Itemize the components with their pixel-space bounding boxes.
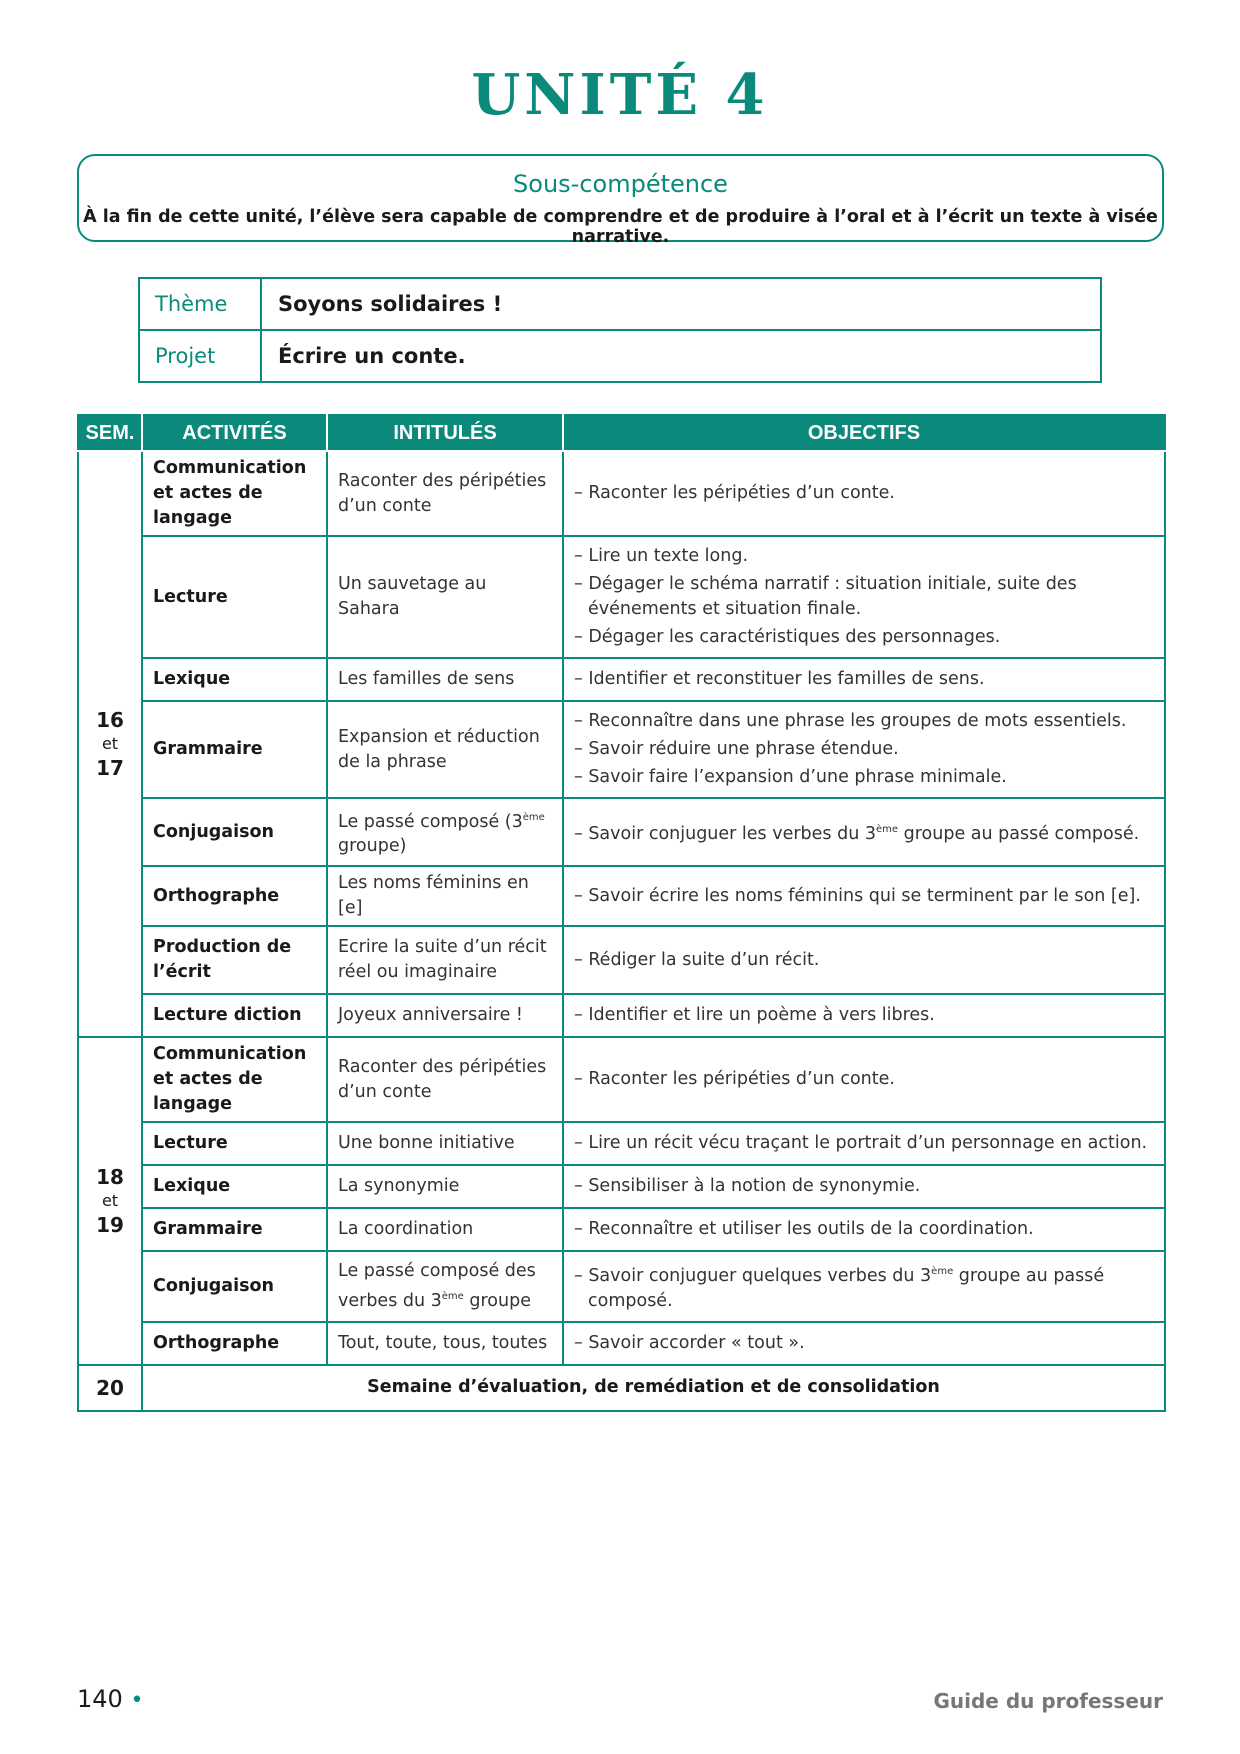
table-row: [78, 1365, 1165, 1411]
objectif-text: – Savoir conjuguer les verbes du 3: [574, 823, 877, 844]
sem-et: et: [101, 1190, 119, 1210]
superscript: ème: [876, 824, 899, 836]
objectif-text: groupe au passé composé.: [588, 1265, 1105, 1311]
sem-number: 17: [96, 756, 124, 780]
intitule-cell: Tout, toute, tous, toutes: [327, 1322, 563, 1365]
intitule-cell: La synonymie: [327, 1165, 563, 1208]
intitule-cell: Raconter des péripéties d’un conte: [327, 451, 563, 536]
theme-row: [139, 278, 1101, 330]
sem-cell-16-17: [78, 451, 142, 1037]
sem-number: 19: [96, 1212, 124, 1237]
header-sem: SEM.: [78, 415, 142, 451]
header-intitules: INTITULÉS: [327, 415, 563, 451]
evaluation-cell: Semaine d’évaluation, de remédiation et de consolidation: [142, 1365, 1165, 1411]
objectif-cell: [563, 536, 1165, 658]
sem-cell-18-19: [78, 1037, 142, 1365]
projet-value: Écrire un conte.: [261, 330, 1101, 382]
sem-number: 16: [96, 708, 124, 732]
objectif-cell: [563, 798, 1165, 866]
objectif-line: – Rédiger la suite d’un récit.: [574, 949, 820, 970]
activity-cell: Lexique: [142, 658, 327, 701]
activity-cell: Orthographe: [142, 1322, 327, 1365]
table-row: [78, 1322, 1165, 1365]
theme-value: Soyons solidaires !: [261, 278, 1101, 330]
activity-cell: Lexique: [142, 1165, 327, 1208]
objectif-line: – Savoir faire l’expansion d’une phrase minimale.: [574, 767, 1007, 787]
projet-label: Projet: [139, 330, 261, 382]
sous-competence-title: Sous-compétence: [513, 170, 728, 198]
page-number: [77, 1685, 143, 1713]
objectif-cell: [563, 926, 1165, 994]
sem-cell-20: 20: [78, 1365, 142, 1411]
objectif-cell: [563, 1208, 1165, 1251]
objectif-line: – Identifier et lire un poème à vers libres.: [574, 1005, 935, 1025]
table-row: [78, 536, 1165, 658]
table-row: [78, 658, 1165, 701]
objectif-line: – Identifier et reconstituer les familles de sens.: [574, 669, 985, 689]
activity-cell: Grammaire: [142, 1208, 327, 1251]
objectif-text: – Savoir conjuguer quelques verbes du 3: [574, 1265, 932, 1286]
intitule-text: groupe: [463, 1290, 531, 1311]
table-row: [78, 1122, 1165, 1165]
objectif-line: – Savoir réduire une phrase étendue.: [574, 739, 899, 759]
activity-cell: Grammaire: [142, 701, 327, 798]
table-row: [78, 994, 1165, 1037]
objectif-line: – Savoir écrire les noms féminins qui se terminent par le son [e].: [574, 885, 1141, 906]
intitule-cell: Un sauvetage au Sahara: [327, 536, 563, 658]
objectif-line: – Raconter les péripéties d’un conte.: [574, 483, 895, 503]
intitule-cell: Une bonne initiative: [327, 1122, 563, 1165]
objectif-cell: [563, 701, 1165, 798]
objectif-line: [574, 817, 1154, 847]
table-row: [78, 451, 1165, 536]
intitule-text: groupe): [338, 836, 407, 857]
activity-cell: Lecture: [142, 1122, 327, 1165]
activity-cell: Lecture diction: [142, 994, 327, 1037]
page-number-text: 140: [77, 1685, 123, 1713]
sous-competence-box: [77, 154, 1164, 247]
objectif-cell: [563, 1165, 1165, 1208]
intitule-cell: [327, 798, 563, 866]
header-activites: ACTIVITÉS: [142, 415, 327, 451]
activity-cell: Lecture: [142, 536, 327, 658]
theme-projet-table: [138, 277, 1102, 383]
intitule-cell: Joyeux anniversaire !: [327, 994, 563, 1037]
activity-cell: Communication et actes de langage: [142, 1037, 327, 1122]
table-row: [78, 1165, 1165, 1208]
table-row: [78, 701, 1165, 798]
objectif-line: – Savoir accorder « tout ».: [574, 1332, 805, 1353]
objectif-cell: [563, 866, 1165, 926]
projet-row: [139, 330, 1101, 382]
activity-cell: Production de l’écrit: [142, 926, 327, 994]
bullet-icon: •: [130, 1688, 144, 1713]
table-row: [78, 1251, 1165, 1322]
objectif-cell: [563, 1037, 1165, 1122]
table-row: [78, 1208, 1165, 1251]
superscript: ème: [522, 811, 545, 823]
objectif-line: – Lire un récit vécu traçant le portrait d’un personnage en action.: [574, 1133, 1148, 1153]
objectif-line: – Reconnaître dans une phrase les groupes de mots essentiels.: [574, 711, 1127, 731]
intitule-text: Le passé composé (3: [338, 811, 523, 832]
objectif-line: – Dégager les caractéristiques des personnages.: [574, 627, 1001, 647]
objectif-cell: [563, 1122, 1165, 1165]
unit-title: UNITÉ 4: [471, 62, 769, 128]
intitule-cell: Raconter des péripéties d’un conte: [327, 1037, 563, 1122]
objectif-line: – Lire un texte long.: [574, 546, 749, 566]
superscript: ème: [441, 1291, 464, 1302]
intitule-cell: La coordination: [327, 1208, 563, 1251]
table-row: [78, 926, 1165, 994]
intitule-cell: Expansion et réduction de la phrase: [327, 701, 563, 798]
objectif-line: – Raconter les péripéties d’un conte.: [574, 1069, 895, 1089]
table-header-row: [78, 415, 1165, 451]
sem-number: 18: [96, 1164, 124, 1189]
intitule-cell: Les familles de sens: [327, 658, 563, 701]
theme-label: Thème: [139, 278, 261, 330]
table-row: [78, 798, 1165, 866]
objectif-cell: [563, 451, 1165, 536]
objectif-cell: [563, 994, 1165, 1037]
objectif-line: – Reconnaître et utiliser les outils de la coordination.: [574, 1219, 1034, 1239]
objectif-cell: [563, 658, 1165, 701]
schedule-table: [77, 414, 1166, 1412]
intitule-text: Le passé composé des verbes du 3: [338, 1261, 536, 1311]
objectif-cell: [563, 1251, 1165, 1322]
sous-competence-text: À la fin de cette unité, l’élève sera capable de comprendre et de produire à l’oral et à l’écrit un texte à visée narrative.: [83, 207, 1158, 247]
activity-cell: Conjugaison: [142, 798, 327, 866]
objectif-line: – Dégager le schéma narratif : situation initiale, suite des événements et situation finale.: [574, 574, 1077, 619]
footer-guide: Guide du professeur: [933, 1689, 1163, 1713]
header-objectifs: OBJECTIFS: [563, 415, 1165, 451]
intitule-cell: [327, 1251, 563, 1322]
objectif-cell: [563, 1322, 1165, 1365]
activity-cell: Communication et actes de langage: [142, 451, 327, 536]
objectif-line: [574, 1259, 1154, 1314]
activity-cell: Orthographe: [142, 866, 327, 926]
objectif-text: groupe au passé composé.: [898, 823, 1140, 844]
intitule-cell: Ecrire la suite d’un récit réel ou imaginaire: [327, 926, 563, 994]
table-row: [78, 866, 1165, 926]
sem-et: et: [101, 734, 119, 753]
activity-cell: Conjugaison: [142, 1251, 327, 1322]
table-row: [78, 1037, 1165, 1122]
superscript: ème: [931, 1266, 954, 1277]
intitule-cell: Les noms féminins en [e]: [327, 866, 563, 926]
objectif-line: – Sensibiliser à la notion de synonymie.: [574, 1176, 921, 1196]
